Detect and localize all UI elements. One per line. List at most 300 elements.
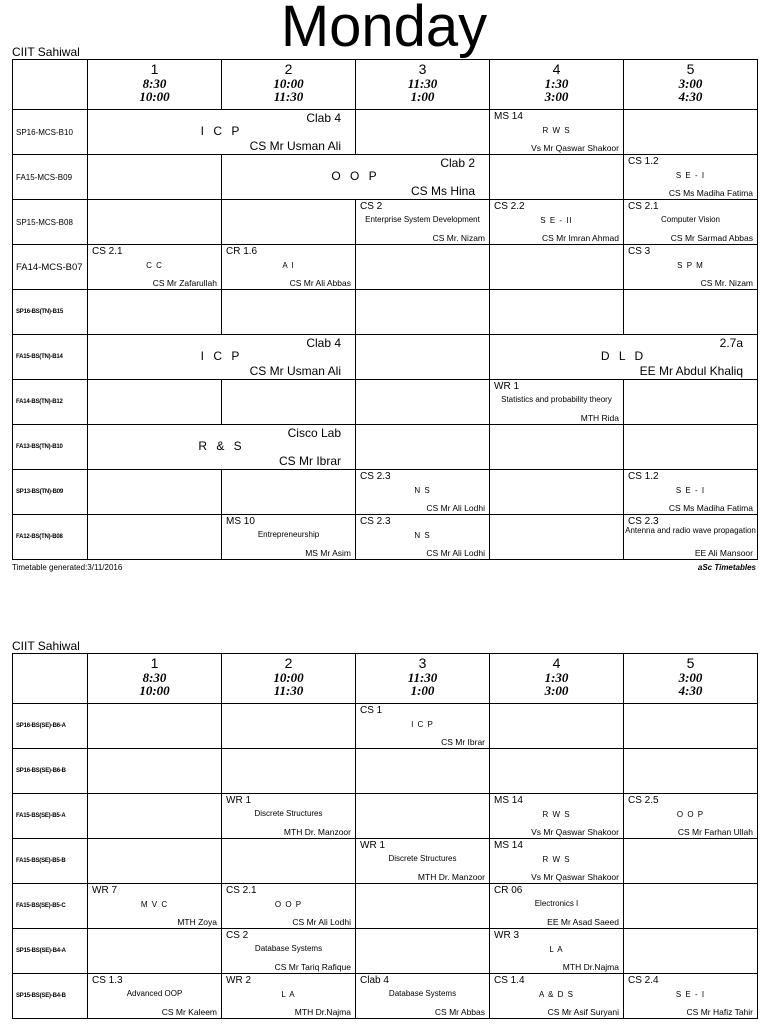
- empty-cell: [356, 290, 490, 335]
- empty-cell: [356, 110, 490, 155]
- lesson-cell: [356, 200, 490, 245]
- room-name: CS 2: [360, 201, 383, 212]
- subject-name: I C P: [200, 124, 243, 138]
- subject-name: I C P: [411, 720, 434, 729]
- teacher-name: Vs Mr Qaswar Shakoor: [531, 872, 619, 882]
- empty-cell: [624, 290, 758, 335]
- subject-name: S E - II: [540, 216, 573, 225]
- empty-cell: [490, 425, 624, 470]
- room-name: CS 2: [226, 930, 249, 941]
- lesson-cell: [624, 515, 758, 560]
- empty-cell: [88, 290, 222, 335]
- period-start: 8:30: [142, 76, 167, 91]
- subject-name: Enterprise System Development: [365, 215, 480, 224]
- lesson: [356, 974, 489, 1018]
- teacher-name: CS Mr Tariq Rafique: [274, 962, 351, 972]
- period-end: 1:00: [410, 89, 435, 104]
- teacher-name: MTH Zoya: [177, 917, 217, 927]
- empty-cell: [222, 380, 356, 425]
- subject-name: S E - I: [675, 990, 706, 999]
- period-end: 3:00: [544, 89, 569, 104]
- room-name: MS 10: [226, 516, 255, 527]
- period-start: 8:30: [142, 670, 167, 685]
- empty-cell: [88, 200, 222, 245]
- subject-name: S P M: [677, 261, 704, 270]
- teacher-name: EE Mr Asad Saeed: [547, 917, 619, 927]
- empty-cell: [624, 380, 758, 425]
- lesson: [88, 335, 355, 379]
- lesson: [222, 155, 489, 199]
- lesson: [222, 515, 355, 559]
- teacher-name: CS Mr Ibrar: [441, 737, 485, 747]
- subject-name: Statistics and probability theory: [501, 395, 612, 404]
- period-header: [356, 60, 490, 110]
- class-label: FA15-MCS-B09: [13, 155, 88, 200]
- generated-date: Timetable generated:3/11/2016: [12, 563, 123, 572]
- class-row: [13, 245, 758, 290]
- empty-cell: [624, 839, 758, 884]
- subject-name: Database Systems: [254, 944, 323, 953]
- period-number: 2: [284, 655, 293, 671]
- empty-cell: [490, 470, 624, 515]
- period-start: 11:30: [407, 76, 438, 91]
- teacher-name: Vs Mr Qaswar Shakoor: [531, 827, 619, 837]
- period-header: [624, 60, 758, 110]
- teacher-name: CS Mr Abbas: [434, 1007, 485, 1017]
- room-name: Clab 4: [306, 111, 341, 125]
- period-number: 1: [150, 655, 159, 671]
- period-number: 3: [418, 655, 427, 671]
- subject-name: C C: [146, 261, 163, 270]
- room-name: MS 14: [494, 840, 523, 851]
- lesson: [490, 380, 623, 424]
- subject-name: I C P: [200, 349, 243, 363]
- class-label: FA15-BS(SE)-B5-B: [13, 839, 88, 884]
- lesson-cell: [88, 245, 222, 290]
- period-number: 4: [552, 61, 561, 77]
- empty-cell: [624, 704, 758, 749]
- subject-name: D L D: [600, 349, 647, 363]
- teacher-name: CS Ms Madiha Fatima: [668, 503, 753, 513]
- period-number: 2: [284, 61, 293, 77]
- class-label: FA12-BS(TN)-B08: [13, 515, 88, 560]
- lesson-cell: [624, 200, 758, 245]
- empty-cell: [624, 884, 758, 929]
- room-name: CS 2.1: [92, 246, 123, 257]
- timetable-grid-second: [12, 653, 758, 1019]
- lesson: [88, 974, 221, 1018]
- teacher-name: CS Mr Ali Lodhi: [426, 548, 485, 558]
- header-row: [13, 654, 758, 704]
- lesson-cell: [222, 245, 356, 290]
- teacher-name: MTH Dr. Manzoor: [417, 872, 485, 882]
- empty-cell: [356, 749, 490, 794]
- subject-name: N S: [414, 531, 431, 540]
- teacher-name: CS Mr Kaleem: [161, 1007, 217, 1017]
- lesson: [624, 794, 757, 838]
- empty-cell: [624, 749, 758, 794]
- subject-name: Antenna and radio wave propagation: [625, 526, 756, 535]
- lesson: [222, 794, 355, 838]
- teacher-name: CS Mr Zafarullah: [152, 278, 217, 288]
- period-start: 10:00: [273, 670, 304, 685]
- lesson: [356, 515, 489, 559]
- period-start: 1:30: [544, 76, 569, 91]
- room-name: CS 1.2: [628, 471, 659, 482]
- period-end: 11:30: [273, 683, 304, 698]
- empty-cell: [222, 704, 356, 749]
- lesson-cell: [624, 155, 758, 200]
- empty-cell: [624, 110, 758, 155]
- lesson: [356, 704, 489, 748]
- period-end: 10:00: [139, 89, 170, 104]
- period-start: 1:30: [544, 670, 569, 685]
- lesson-cell: [356, 839, 490, 884]
- class-row: [13, 335, 758, 380]
- lesson-cell: [490, 794, 624, 839]
- class-label: FA15-BS(TN)-B14: [13, 335, 88, 380]
- teacher-name: CS Mr Ali Lodhi: [292, 917, 351, 927]
- software-brand: aSc Timetables: [697, 563, 756, 572]
- lesson: [490, 839, 623, 883]
- room-name: CS 3: [628, 246, 651, 257]
- teacher-name: EE Mr Abdul Khaliq: [639, 364, 743, 378]
- lesson-cell: [222, 929, 356, 974]
- subject-name: Computer Vision: [661, 215, 720, 224]
- lesson: [490, 200, 623, 244]
- period-end: 4:30: [678, 89, 703, 104]
- class-row: [13, 929, 758, 974]
- empty-cell: [222, 749, 356, 794]
- empty-cell: [356, 335, 490, 380]
- room-name: WR 1: [494, 381, 519, 392]
- lesson: [624, 515, 757, 559]
- room-name: WR 2: [226, 975, 251, 986]
- lesson: [88, 884, 221, 928]
- lesson-cell: [88, 110, 356, 155]
- subject-name: A & D S: [538, 990, 574, 999]
- lesson: [624, 245, 757, 289]
- class-label: SP16-MCS-B10: [13, 110, 88, 155]
- teacher-name: CS Mr Asif Suryani: [547, 1007, 619, 1017]
- empty-cell: [356, 245, 490, 290]
- class-label: SP15-BS(SE)-B4-A: [13, 929, 88, 974]
- period-end: 4:30: [678, 683, 703, 698]
- lesson-cell: [88, 974, 222, 1019]
- subject-name: Database Systems: [388, 989, 457, 998]
- empty-cell: [222, 290, 356, 335]
- period-start: 3:00: [678, 76, 703, 91]
- teacher-name: CS Mr Usman Ali: [249, 139, 341, 153]
- room-name: CS 2.1: [628, 201, 659, 212]
- lesson-cell: [490, 884, 624, 929]
- subject-name: S E - I: [675, 171, 706, 180]
- period-end: 10:00: [139, 683, 170, 698]
- subject-name: Electronics I: [534, 899, 579, 908]
- room-name: WR 1: [360, 840, 385, 851]
- period-header: [490, 60, 624, 110]
- empty-cell: [356, 884, 490, 929]
- subject-name: S E - I: [675, 486, 706, 495]
- lesson-cell: [624, 794, 758, 839]
- teacher-name: CS Mr Hafiz Tahir: [686, 1007, 753, 1017]
- empty-cell: [222, 839, 356, 884]
- teacher-name: CS Mr. Nizam: [700, 278, 753, 288]
- subject-name: Entrepreneurship: [257, 530, 320, 539]
- class-label: SP16-BS(SE)-B6-B: [13, 749, 88, 794]
- period-header: [356, 654, 490, 704]
- empty-cell: [88, 470, 222, 515]
- period-start: 11:30: [407, 670, 438, 685]
- lesson: [624, 974, 757, 1018]
- teacher-name: MTH Dr.Najma: [294, 1007, 351, 1017]
- lesson-cell: [356, 470, 490, 515]
- subject-name: N S: [414, 486, 431, 495]
- empty-cell: [88, 380, 222, 425]
- subject-name: A I: [282, 261, 295, 270]
- period-header: [624, 654, 758, 704]
- empty-cell: [88, 749, 222, 794]
- class-label: FA13-BS(TN)-B10: [13, 425, 88, 470]
- class-row: [13, 290, 758, 335]
- lesson: [222, 929, 355, 973]
- lesson-cell: [490, 335, 758, 380]
- teacher-name: CS Ms Hina: [410, 184, 475, 198]
- period-number: 5: [686, 655, 695, 671]
- lesson: [624, 200, 757, 244]
- empty-cell: [490, 245, 624, 290]
- subject-name: Discrete Structures: [254, 809, 323, 818]
- teacher-name: CS Mr Farhan Ullah: [677, 827, 753, 837]
- lesson: [356, 839, 489, 883]
- class-row: [13, 155, 758, 200]
- lesson: [490, 884, 623, 928]
- room-name: CS 1: [360, 705, 383, 716]
- class-row: [13, 470, 758, 515]
- period-header: [222, 60, 356, 110]
- lesson-cell: [222, 515, 356, 560]
- empty-cell: [356, 929, 490, 974]
- lesson-cell: [624, 974, 758, 1019]
- room-name: CS 1.3: [92, 975, 123, 986]
- empty-cell: [88, 794, 222, 839]
- room-name: 2.7a: [719, 336, 743, 350]
- empty-cell: [222, 470, 356, 515]
- teacher-name: CS Mr Sarmad Abbas: [670, 233, 753, 243]
- lesson: [624, 470, 757, 514]
- room-name: CR 1.6: [226, 246, 258, 257]
- subject-name: R W S: [542, 126, 571, 135]
- empty-cell: [88, 155, 222, 200]
- subject-name: Discrete Structures: [388, 854, 457, 863]
- lesson-cell: [490, 839, 624, 884]
- period-number: 3: [418, 61, 427, 77]
- room-name: CS 2.3: [360, 516, 391, 527]
- class-label: SP16-BS(SE)-B6-A: [13, 704, 88, 749]
- class-label: SP13-BS(TN)-B09: [13, 470, 88, 515]
- empty-cell: [490, 155, 624, 200]
- class-label: SP16-BS(TN)-B15: [13, 290, 88, 335]
- class-label: FA15-BS(SE)-B5-C: [13, 884, 88, 929]
- lesson-cell: [356, 974, 490, 1019]
- class-row: [13, 110, 758, 155]
- teacher-name: Vs Mr Qaswar Shakoor: [531, 143, 619, 153]
- period-start: 3:00: [678, 670, 703, 685]
- class-label: SP15-BS(SE)-B4-B: [13, 974, 88, 1019]
- period-number: 1: [150, 61, 159, 77]
- teacher-name: MTH Dr. Manzoor: [283, 827, 351, 837]
- room-name: CS 2.2: [494, 201, 525, 212]
- teacher-name: MS Mr Asim: [305, 548, 351, 558]
- subject-name: M V C: [140, 900, 169, 909]
- lesson-cell: [88, 884, 222, 929]
- empty-cell: [88, 704, 222, 749]
- class-row: [13, 794, 758, 839]
- room-name: Clab 4: [306, 336, 341, 350]
- subject-name: O O P: [676, 810, 705, 819]
- lesson-cell: [88, 425, 356, 470]
- room-name: MS 14: [494, 111, 523, 122]
- subject-name: L A: [281, 990, 296, 999]
- lesson: [222, 245, 355, 289]
- teacher-name: MTH Rida: [580, 413, 619, 423]
- subject-name: R & S: [198, 439, 245, 453]
- corner-cell: [13, 654, 88, 704]
- class-label: FA14-MCS-B07: [13, 245, 88, 290]
- school-name-second: CIIT Sahiwal: [12, 639, 80, 653]
- empty-cell: [490, 515, 624, 560]
- empty-cell: [88, 839, 222, 884]
- teacher-name: CS Mr Usman Ali: [249, 364, 341, 378]
- class-row: [13, 839, 758, 884]
- empty-cell: [88, 929, 222, 974]
- class-row: [13, 515, 758, 560]
- room-name: CS 1.4: [494, 975, 525, 986]
- empty-cell: [356, 425, 490, 470]
- lesson: [222, 884, 355, 928]
- empty-cell: [490, 290, 624, 335]
- lesson-cell: [356, 704, 490, 749]
- lesson-cell: [88, 335, 356, 380]
- header-row: [13, 60, 758, 110]
- lesson: [490, 794, 623, 838]
- lesson: [356, 200, 489, 244]
- room-name: CS 1.2: [628, 156, 659, 167]
- lesson: [490, 929, 623, 973]
- period-header: [222, 654, 356, 704]
- lesson: [490, 974, 623, 1018]
- lesson: [624, 155, 757, 199]
- lesson-cell: [490, 380, 624, 425]
- room-name: MS 14: [494, 795, 523, 806]
- period-header: [490, 654, 624, 704]
- lesson: [88, 245, 221, 289]
- teacher-name: CS Mr Imran Ahmad: [542, 233, 619, 243]
- period-end: 3:00: [544, 683, 569, 698]
- class-label: FA15-BS(SE)-B5-A: [13, 794, 88, 839]
- empty-cell: [88, 515, 222, 560]
- lesson-cell: [490, 974, 624, 1019]
- subject-name: L A: [549, 945, 564, 954]
- empty-cell: [490, 704, 624, 749]
- lesson: [222, 974, 355, 1018]
- teacher-name: CS Mr Ali Abbas: [289, 278, 351, 288]
- subject-name: R W S: [542, 855, 571, 864]
- empty-cell: [490, 749, 624, 794]
- lesson: [490, 335, 757, 379]
- room-name: CS 2.4: [628, 975, 659, 986]
- empty-cell: [222, 200, 356, 245]
- class-row: [13, 884, 758, 929]
- class-row: [13, 380, 758, 425]
- room-name: CS 2.5: [628, 795, 659, 806]
- room-name: Clab 2: [440, 156, 475, 170]
- room-name: WR 7: [92, 885, 117, 896]
- lesson-cell: [624, 245, 758, 290]
- period-number: 4: [552, 655, 561, 671]
- class-label: FA14-BS(TN)-B12: [13, 380, 88, 425]
- period-header: [88, 60, 222, 110]
- lesson: [88, 425, 355, 469]
- subject-name: Advanced OOP: [126, 989, 183, 998]
- lesson-cell: [356, 515, 490, 560]
- lesson-cell: [624, 470, 758, 515]
- lesson-cell: [490, 110, 624, 155]
- teacher-name: CS Ms Madiha Fatima: [668, 188, 753, 198]
- day-title: Monday: [280, 0, 488, 59]
- lesson: [490, 110, 623, 154]
- period-header: [88, 654, 222, 704]
- class-row: [13, 749, 758, 794]
- lesson-cell: [222, 884, 356, 929]
- corner-cell: [13, 60, 88, 110]
- lesson: [88, 110, 355, 154]
- room-name: Clab 4: [360, 975, 389, 986]
- class-row: [13, 704, 758, 749]
- subject-name: R W S: [542, 810, 571, 819]
- empty-cell: [624, 425, 758, 470]
- teacher-name: CS Mr. Nizam: [432, 233, 485, 243]
- lesson-cell: [490, 200, 624, 245]
- lesson-cell: [490, 929, 624, 974]
- class-row: [13, 200, 758, 245]
- teacher-name: CS Mr Ibrar: [278, 454, 341, 468]
- subject-name: O O P: [331, 169, 380, 183]
- room-name: WR 3: [494, 930, 519, 941]
- room-name: CR 06: [494, 885, 523, 896]
- period-number: 5: [686, 61, 695, 77]
- period-end: 11:30: [273, 89, 304, 104]
- lesson-cell: [222, 974, 356, 1019]
- period-end: 1:00: [410, 683, 435, 698]
- empty-cell: [356, 380, 490, 425]
- room-name: CS 2.3: [360, 471, 391, 482]
- room-name: WR 1: [226, 795, 251, 806]
- class-row: [13, 974, 758, 1019]
- lesson: [356, 470, 489, 514]
- room-name: CS 2.3: [628, 516, 659, 527]
- lesson-cell: [222, 155, 490, 200]
- empty-cell: [356, 794, 490, 839]
- period-start: 10:00: [273, 76, 304, 91]
- school-name: CIIT Sahiwal: [12, 45, 80, 59]
- subject-name: O O P: [274, 900, 303, 909]
- class-label: SP15-MCS-B08: [13, 200, 88, 245]
- empty-cell: [624, 929, 758, 974]
- teacher-name: EE Ali Mansoor: [694, 548, 753, 558]
- lesson-cell: [222, 794, 356, 839]
- teacher-name: CS Mr Ali Lodhi: [426, 503, 485, 513]
